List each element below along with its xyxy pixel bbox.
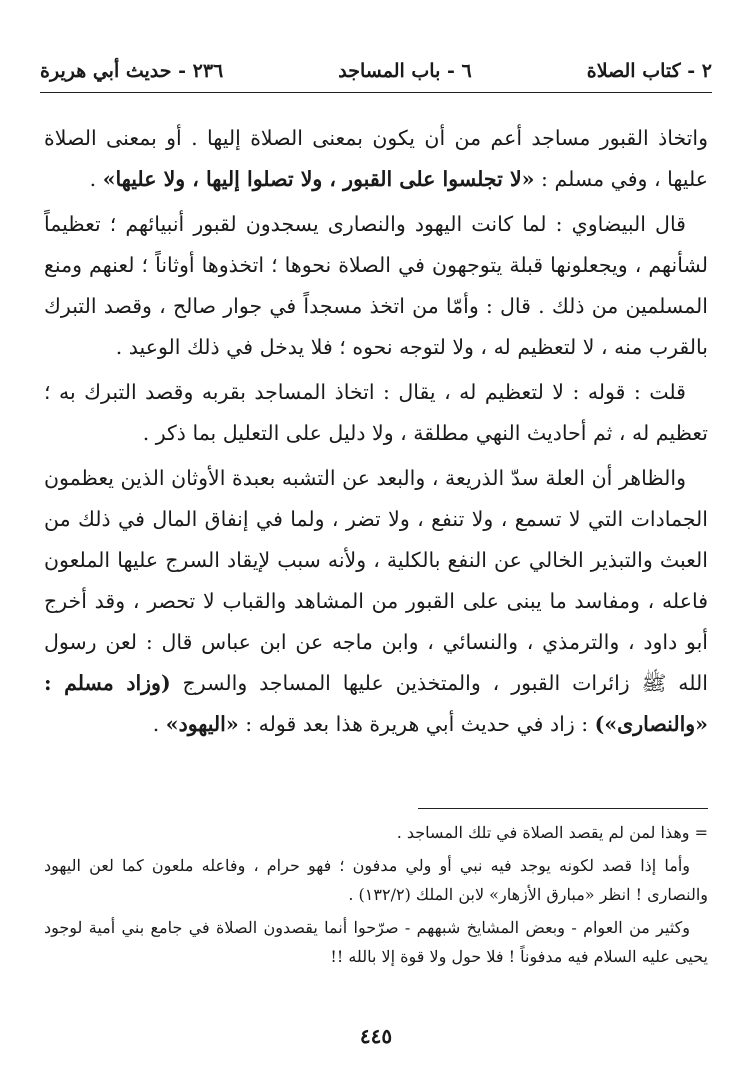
paragraph-4: [44, 458, 708, 745]
paragraph-1-end: .: [89, 167, 103, 191]
footnote-3: وكثير من العوام - وبعض المشايخ شبههم - صرّحوا أنما يقصدون الصلاة في جامع بني أمية لوجود يحيى عليه السلام فيه مدفوناً ! فلا حول ولا قوة إلا بالله !!: [44, 918, 708, 966]
footnote-2: وأما إذا قصد لكونه يوجد فيه نبي أو ولي مدفون ؛ فهو حرام ، وفاعله ملعون كما لعن اليهود والنصارى ! انظر «مبارق الأزهار» لابن الملك (١٣٢/٢) .: [44, 856, 708, 904]
paragraph-1-quote: «لا تجلسوا على القبور ، ولا تصلوا إليها ، ولا عليها»: [102, 167, 535, 191]
header-chapter-title: ٦ - باب المساجد: [338, 60, 472, 82]
paragraph-4-text-2: : زاد في حديث أبي هريرة هذا بعد قوله :: [238, 712, 595, 736]
paragraph-2: قال البيضاوي : لما كانت اليهود والنصارى يسجدون لقبور أنبيائهم ؛ تعظيماً لشأنهم ، ويجعلونها قبلة يتوجهون في الصلاة نحوها ؛ اتخذوها أوثاناً ؛ لعنهم ومنع المسلمين من ذلك . قال : وأمّا من اتخذ مسجداً في جوار صالح ، وقصد التبرك بالقرب منه ، لا لتعظيم له ، ولا لتوجه نحوه ؛ فلا يدخل في ذلك الوعيد .: [44, 212, 708, 359]
paragraph-4-bold-addition: (وزاد مسلم : «والنصارى»): [44, 671, 708, 736]
paragraph-4-bold-quote: «اليهود»: [165, 712, 239, 736]
header-hadith-title: ٢٣٦ - حديث أبي هريرة: [40, 60, 224, 82]
paragraph-3: قلت : قوله : لا لتعظيم له ، يقال : اتخاذ المساجد بقربه وقصد التبرك به ؛ تعظيم له ، ثم أحاديث النهي مطلقة ، ولا دليل على التعليل بما ذكر .: [44, 380, 708, 445]
paragraph-1: [44, 118, 708, 200]
page-number: ٤٤٥: [359, 1024, 393, 1048]
main-text: [44, 118, 708, 749]
paragraph-4-end: .: [152, 712, 166, 736]
paragraph-1-text: واتخاذ القبور مساجد أعم من أن يكون بمعنى الصلاة إليها . أو بمعنى الصلاة عليها ، وفي مسلم :: [44, 126, 708, 191]
footnote-1: = وهذا لمن لم يقصد الصلاة في تلك المساجد .: [396, 823, 708, 842]
footnote-divider: [418, 808, 708, 809]
header-book-title: ٢ - كتاب الصلاة: [586, 60, 712, 82]
footnotes: [44, 818, 708, 975]
header-divider: [40, 92, 712, 93]
paragraph-4-text: والظاهر أن العلة سدّ الذريعة ، والبعد عن التشبه بعبدة الأوثان الذين يعظمون الجمادات التي لا تسمع ، ولا تنفع ، ولا تضر ، ولما في إنفاق المال في ذلك من العبث والتبذير الخالي عن النفع بالكلية ، ولأنه سبب لإيقاد السرج عليها الملعون فاعله ، ومفاسد ما يبنى على القبور من المشاهد والقباب لا تحصر ، وقد أخرج أبو داود ، والترمذي ، والنسائي ، وابن ماجه عن ابن عباس قال : لعن رسول الله ﷺ زائرات القبور ، والمتخذين عليها المساجد والسرج: [44, 466, 708, 695]
running-header: [40, 52, 712, 90]
